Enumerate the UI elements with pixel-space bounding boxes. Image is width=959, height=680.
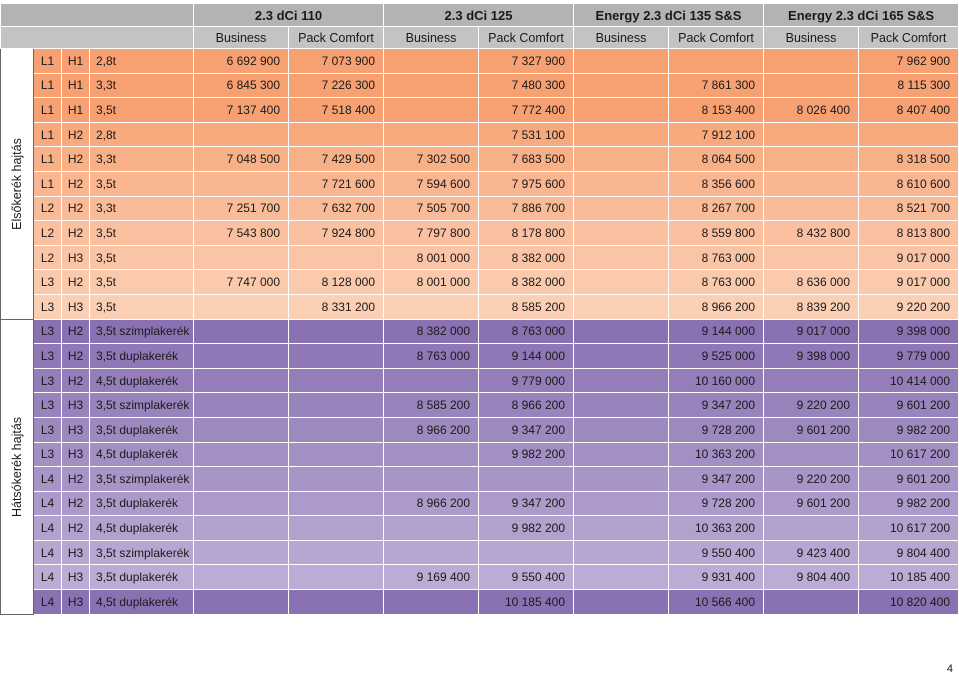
height-cell: H2 (62, 196, 90, 221)
price-cell: 9 779 000 (479, 368, 574, 393)
price-cell: 7 073 900 (289, 49, 384, 74)
price-cell (194, 516, 289, 541)
trim-header: Business (384, 27, 479, 49)
price-cell: 9 144 000 (479, 344, 574, 369)
price-cell: 9 931 400 (669, 565, 764, 590)
price-cell (194, 467, 289, 492)
price-cell: 6 845 300 (194, 73, 289, 98)
engine-header-4: Energy 2.3 dCi 165 S&S (764, 4, 959, 27)
price-cell (194, 294, 289, 319)
price-cell: 8 026 400 (764, 98, 859, 123)
price-cell: 9 601 200 (764, 417, 859, 442)
length-cell: L2 (34, 245, 62, 270)
price-cell: 9 525 000 (669, 344, 764, 369)
price-cell: 9 601 200 (764, 491, 859, 516)
engine-header-2: 2.3 dCi 125 (384, 4, 574, 27)
price-cell: 9 144 000 (669, 319, 764, 344)
table-row (1, 147, 959, 172)
rear-drive-group-label (1, 319, 34, 614)
weight-cell: 3,5t (90, 245, 194, 270)
table-row (1, 540, 959, 565)
trim-header: Pack Comfort (289, 27, 384, 49)
price-cell: 9 601 200 (859, 393, 959, 418)
price-cell (194, 368, 289, 393)
price-cell (289, 417, 384, 442)
height-cell: H3 (62, 393, 90, 418)
length-cell: L4 (34, 516, 62, 541)
price-cell: 9 550 400 (479, 565, 574, 590)
table-row (1, 491, 959, 516)
engine-header-row (1, 4, 959, 27)
price-cell (574, 344, 669, 369)
table-row (1, 73, 959, 98)
price-cell (574, 417, 669, 442)
front-drive-group-label (1, 49, 34, 320)
table-row (1, 122, 959, 147)
weight-cell: 3,5t szimplakerék (90, 467, 194, 492)
price-cell: 10 617 200 (859, 516, 959, 541)
length-cell: L4 (34, 467, 62, 492)
price-cell: 8 318 500 (859, 147, 959, 172)
table-row (1, 565, 959, 590)
price-cell: 7 912 100 (669, 122, 764, 147)
price-cell (764, 368, 859, 393)
table-row (1, 221, 959, 246)
price-cell: 9 728 200 (669, 491, 764, 516)
price-cell (574, 49, 669, 74)
length-cell: L4 (34, 565, 62, 590)
table-row (1, 245, 959, 270)
price-cell: 8 763 000 (384, 344, 479, 369)
length-cell: L3 (34, 294, 62, 319)
length-cell: L3 (34, 344, 62, 369)
table-row (1, 516, 959, 541)
price-cell (289, 442, 384, 467)
length-cell: L1 (34, 49, 62, 74)
price-cell: 9 220 200 (764, 467, 859, 492)
length-cell: L3 (34, 368, 62, 393)
table-row (1, 270, 959, 295)
price-cell (289, 319, 384, 344)
trim-header: Business (194, 27, 289, 49)
price-cell: 7 962 900 (859, 49, 959, 74)
height-cell: H2 (62, 221, 90, 246)
trim-header: Business (574, 27, 669, 49)
price-cell (764, 49, 859, 74)
price-cell (194, 344, 289, 369)
price-cell: 10 185 400 (859, 565, 959, 590)
height-cell: H3 (62, 540, 90, 565)
price-cell: 8 064 500 (669, 147, 764, 172)
height-cell: H2 (62, 122, 90, 147)
price-cell (859, 122, 959, 147)
price-cell (384, 122, 479, 147)
price-cell (384, 590, 479, 615)
price-cell (289, 540, 384, 565)
price-cell (384, 294, 479, 319)
length-cell: L3 (34, 319, 62, 344)
price-cell: 8 763 000 (669, 270, 764, 295)
price-cell: 8 178 800 (479, 221, 574, 246)
height-cell: H2 (62, 171, 90, 196)
weight-cell: 4,5t duplakerék (90, 368, 194, 393)
weight-cell: 3,5t duplakerék (90, 565, 194, 590)
price-cell: 9 347 200 (669, 467, 764, 492)
price-cell: 10 820 400 (859, 590, 959, 615)
weight-cell: 4,5t duplakerék (90, 590, 194, 615)
price-cell: 8 813 800 (859, 221, 959, 246)
engine-header-1: 2.3 dCi 110 (194, 4, 384, 27)
height-cell: H3 (62, 245, 90, 270)
price-cell (574, 516, 669, 541)
price-cell (289, 122, 384, 147)
price-cell (574, 122, 669, 147)
price-cell: 10 414 000 (859, 368, 959, 393)
weight-cell: 3,5t szimplakerék (90, 319, 194, 344)
price-cell (194, 393, 289, 418)
table-row (1, 294, 959, 319)
price-cell (574, 98, 669, 123)
length-cell: L1 (34, 147, 62, 172)
price-cell: 7 886 700 (479, 196, 574, 221)
price-cell (574, 590, 669, 615)
price-cell (669, 49, 764, 74)
price-cell: 8 839 200 (764, 294, 859, 319)
price-cell (479, 467, 574, 492)
price-cell: 7 226 300 (289, 73, 384, 98)
price-cell (574, 73, 669, 98)
price-cell (384, 467, 479, 492)
price-cell: 8 382 000 (479, 270, 574, 295)
price-cell: 9 347 200 (479, 417, 574, 442)
length-cell: L3 (34, 270, 62, 295)
price-cell: 7 594 600 (384, 171, 479, 196)
price-cell (194, 122, 289, 147)
price-cell: 8 115 300 (859, 73, 959, 98)
price-cell (194, 417, 289, 442)
group-label-text: Hátsókerék hajtás (10, 416, 24, 517)
height-cell: H2 (62, 368, 90, 393)
price-cell: 9 550 400 (669, 540, 764, 565)
height-cell: H2 (62, 491, 90, 516)
height-cell: H1 (62, 98, 90, 123)
price-cell (289, 368, 384, 393)
price-cell (289, 344, 384, 369)
price-cell: 8 382 000 (479, 245, 574, 270)
height-cell: H2 (62, 467, 90, 492)
weight-cell: 3,5t (90, 270, 194, 295)
trim-header: Business (764, 27, 859, 49)
price-cell (574, 147, 669, 172)
height-cell: H1 (62, 49, 90, 74)
height-cell: H3 (62, 417, 90, 442)
price-cell (479, 540, 574, 565)
price-cell (574, 368, 669, 393)
weight-cell: 3,3t (90, 196, 194, 221)
length-cell: L1 (34, 73, 62, 98)
engine-header-3: Energy 2.3 dCi 135 S&S (574, 4, 764, 27)
height-cell: H3 (62, 294, 90, 319)
height-cell: H2 (62, 270, 90, 295)
length-cell: L2 (34, 221, 62, 246)
table-row (1, 368, 959, 393)
price-cell: 9 220 200 (764, 393, 859, 418)
length-cell: L3 (34, 442, 62, 467)
height-cell: H2 (62, 344, 90, 369)
price-cell: 7 048 500 (194, 147, 289, 172)
price-cell (194, 245, 289, 270)
price-cell: 7 543 800 (194, 221, 289, 246)
price-cell (289, 245, 384, 270)
price-cell: 7 861 300 (669, 73, 764, 98)
price-cell (194, 491, 289, 516)
price-cell: 9 220 200 (859, 294, 959, 319)
price-cell (574, 540, 669, 565)
price-cell (574, 221, 669, 246)
price-cell: 8 966 200 (669, 294, 764, 319)
price-cell: 7 747 000 (194, 270, 289, 295)
trim-header: Pack Comfort (479, 27, 574, 49)
table-row (1, 171, 959, 196)
table-row (1, 590, 959, 615)
weight-cell: 2,8t (90, 122, 194, 147)
price-cell: 8 585 200 (384, 393, 479, 418)
price-cell (384, 516, 479, 541)
price-cell (194, 540, 289, 565)
table-row (1, 196, 959, 221)
price-cell: 8 128 000 (289, 270, 384, 295)
height-cell: H2 (62, 516, 90, 541)
price-cell (764, 73, 859, 98)
price-cell: 7 429 500 (289, 147, 384, 172)
price-cell (764, 122, 859, 147)
table-row (1, 344, 959, 369)
price-cell: 7 797 800 (384, 221, 479, 246)
trim-header: Pack Comfort (669, 27, 764, 49)
price-cell: 9 398 000 (764, 344, 859, 369)
price-cell (384, 540, 479, 565)
table-row (1, 417, 959, 442)
price-cell (574, 467, 669, 492)
price-cell (384, 368, 479, 393)
price-cell (289, 491, 384, 516)
price-cell: 9 982 200 (479, 516, 574, 541)
price-cell (289, 565, 384, 590)
price-cell: 8 001 000 (384, 245, 479, 270)
weight-cell: 3,5t duplakerék (90, 491, 194, 516)
price-cell: 8 559 800 (669, 221, 764, 246)
length-cell: L4 (34, 491, 62, 516)
price-cell: 9 347 200 (669, 393, 764, 418)
price-cell: 9 017 000 (859, 270, 959, 295)
table-row (1, 393, 959, 418)
price-cell: 7 975 600 (479, 171, 574, 196)
price-cell (194, 590, 289, 615)
length-cell: L1 (34, 171, 62, 196)
price-cell: 7 632 700 (289, 196, 384, 221)
price-cell: 9 347 200 (479, 491, 574, 516)
length-cell: L1 (34, 98, 62, 123)
price-cell (574, 294, 669, 319)
price-cell (574, 442, 669, 467)
price-cell (764, 245, 859, 270)
table-row (1, 467, 959, 492)
price-cell (384, 49, 479, 74)
length-cell: L4 (34, 590, 62, 615)
weight-cell: 4,5t duplakerék (90, 442, 194, 467)
weight-cell: 3,5t szimplakerék (90, 393, 194, 418)
weight-cell: 4,5t duplakerék (90, 516, 194, 541)
weight-cell: 3,3t (90, 73, 194, 98)
price-cell: 8 966 200 (384, 491, 479, 516)
price-cell (764, 196, 859, 221)
table-row (1, 98, 959, 123)
price-cell (574, 393, 669, 418)
price-cell (574, 270, 669, 295)
length-cell: L2 (34, 196, 62, 221)
price-cell: 8 407 400 (859, 98, 959, 123)
price-cell: 9 804 400 (764, 565, 859, 590)
length-cell: L4 (34, 540, 62, 565)
price-cell: 9 728 200 (669, 417, 764, 442)
rear-drive-section (1, 319, 959, 614)
price-table (0, 3, 959, 615)
price-cell: 7 327 900 (479, 49, 574, 74)
table-row (1, 49, 959, 74)
price-cell: 7 480 300 (479, 73, 574, 98)
price-cell: 8 432 800 (764, 221, 859, 246)
price-cell (574, 196, 669, 221)
price-cell: 8 001 000 (384, 270, 479, 295)
price-cell (764, 171, 859, 196)
page-number: 4 (946, 663, 953, 675)
weight-cell: 3,5t szimplakerék (90, 540, 194, 565)
price-cell (764, 590, 859, 615)
height-cell: H2 (62, 319, 90, 344)
price-cell: 8 763 000 (479, 319, 574, 344)
price-cell: 7 772 400 (479, 98, 574, 123)
price-cell: 7 251 700 (194, 196, 289, 221)
price-cell: 9 169 400 (384, 565, 479, 590)
price-cell: 7 302 500 (384, 147, 479, 172)
table-row (1, 442, 959, 467)
price-cell: 7 924 800 (289, 221, 384, 246)
price-cell: 9 982 200 (859, 491, 959, 516)
price-cell: 9 423 400 (764, 540, 859, 565)
price-cell (574, 171, 669, 196)
price-cell: 8 763 000 (669, 245, 764, 270)
price-cell: 9 982 200 (859, 417, 959, 442)
price-cell: 7 683 500 (479, 147, 574, 172)
price-cell: 8 636 000 (764, 270, 859, 295)
weight-cell: 3,5t duplakerék (90, 417, 194, 442)
price-cell: 10 185 400 (479, 590, 574, 615)
price-cell: 7 137 400 (194, 98, 289, 123)
price-cell: 9 017 000 (859, 245, 959, 270)
price-cell: 10 566 400 (669, 590, 764, 615)
length-cell: L3 (34, 417, 62, 442)
price-cell (289, 393, 384, 418)
price-cell (384, 73, 479, 98)
price-cell: 8 966 200 (479, 393, 574, 418)
price-cell: 10 363 200 (669, 516, 764, 541)
price-cell (574, 565, 669, 590)
price-cell: 9 398 000 (859, 319, 959, 344)
price-cell (764, 442, 859, 467)
height-cell: H3 (62, 565, 90, 590)
price-cell: 9 804 400 (859, 540, 959, 565)
weight-cell: 3,5t duplakerék (90, 344, 194, 369)
price-cell: 8 966 200 (384, 417, 479, 442)
price-cell: 7 505 700 (384, 196, 479, 221)
price-cell (194, 319, 289, 344)
price-cell (764, 516, 859, 541)
trim-header-row (1, 27, 959, 49)
price-cell: 10 363 200 (669, 442, 764, 467)
price-cell: 10 160 000 (669, 368, 764, 393)
weight-cell: 3,3t (90, 147, 194, 172)
price-cell (194, 171, 289, 196)
price-cell: 8 356 600 (669, 171, 764, 196)
weight-cell: 2,8t (90, 49, 194, 74)
price-cell (764, 147, 859, 172)
weight-cell: 3,5t (90, 294, 194, 319)
price-cell: 10 617 200 (859, 442, 959, 467)
price-cell (194, 442, 289, 467)
price-cell: 7 721 600 (289, 171, 384, 196)
group-label-text: Elsőkerék hajtás (10, 137, 24, 230)
price-cell: 8 521 700 (859, 196, 959, 221)
weight-cell: 3,5t (90, 98, 194, 123)
price-cell (574, 245, 669, 270)
price-cell: 8 267 700 (669, 196, 764, 221)
price-cell: 8 382 000 (384, 319, 479, 344)
price-cell: 9 601 200 (859, 467, 959, 492)
table-row (1, 319, 959, 344)
weight-cell: 3,5t (90, 221, 194, 246)
weight-cell: 3,5t (90, 171, 194, 196)
price-cell: 7 531 100 (479, 122, 574, 147)
price-cell (384, 442, 479, 467)
trim-header: Pack Comfort (859, 27, 959, 49)
price-cell: 9 779 000 (859, 344, 959, 369)
price-cell: 8 153 400 (669, 98, 764, 123)
height-cell: H2 (62, 147, 90, 172)
height-cell: H1 (62, 73, 90, 98)
price-cell (574, 319, 669, 344)
price-cell: 8 331 200 (289, 294, 384, 319)
price-cell (384, 98, 479, 123)
price-cell (289, 467, 384, 492)
length-cell: L1 (34, 122, 62, 147)
price-cell: 9 982 200 (479, 442, 574, 467)
price-cell: 7 518 400 (289, 98, 384, 123)
price-cell (289, 590, 384, 615)
price-cell (194, 565, 289, 590)
length-cell: L3 (34, 393, 62, 418)
price-cell: 9 017 000 (764, 319, 859, 344)
height-cell: H3 (62, 442, 90, 467)
price-cell (289, 516, 384, 541)
front-drive-section (1, 49, 959, 320)
price-cell: 8 585 200 (479, 294, 574, 319)
price-cell (574, 491, 669, 516)
price-cell: 8 610 600 (859, 171, 959, 196)
height-cell: H3 (62, 590, 90, 615)
price-cell: 6 692 900 (194, 49, 289, 74)
